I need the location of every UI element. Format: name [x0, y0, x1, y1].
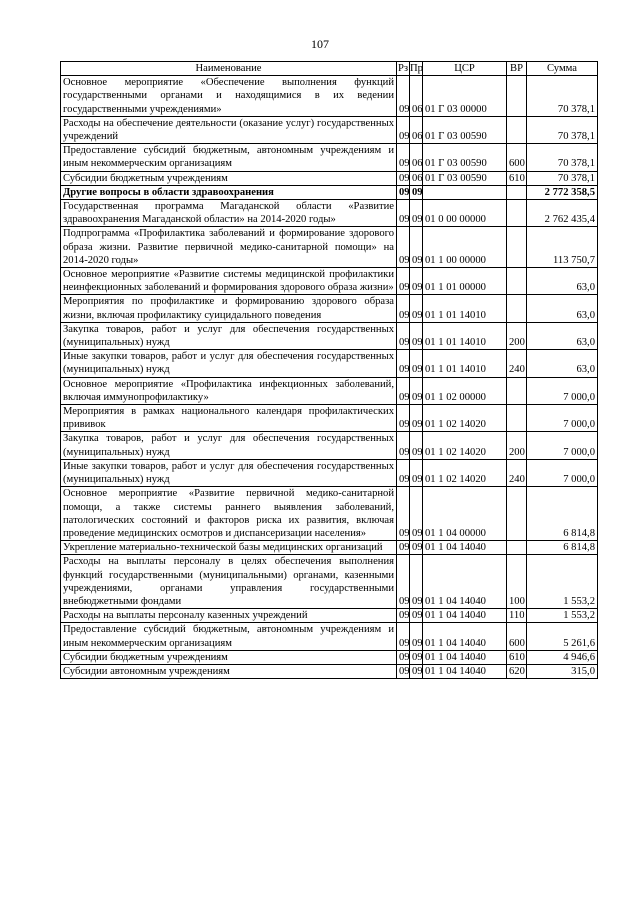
cell-vr: 200 — [507, 322, 527, 349]
cell-vr — [507, 116, 527, 143]
cell-name: Предоставление субсидий бюджетным, автономным учреждениям и иным некоммерческим организациям — [61, 623, 397, 650]
table-row — [61, 459, 598, 486]
cell-rz: 09 — [397, 268, 410, 295]
cell-csr: 01 1 04 00000 — [423, 487, 507, 541]
cell-rz: 09 — [397, 200, 410, 227]
page-number: 107 — [311, 37, 329, 51]
cell-rz: 09 — [397, 541, 410, 555]
cell-rz: 09 — [397, 144, 410, 171]
cell-sum: 63,0 — [527, 268, 598, 295]
cell-sum: 70 378,1 — [527, 144, 598, 171]
cell-rz: 09 — [397, 171, 410, 185]
cell-pr: 09 — [410, 487, 423, 541]
cell-name: Основное мероприятие «Развитие системы медицинской профилактики неинфекционных заболеваний и формирования здорового образа жизни» — [61, 268, 397, 295]
cell-csr: 01 1 04 14040 — [423, 555, 507, 609]
cell-rz: 09 — [397, 227, 410, 268]
cell-name: Мероприятия по профилактике и формированию здорового образа жизни, включая профилактику суицидального поведения — [61, 295, 397, 322]
cell-vr — [507, 487, 527, 541]
cell-csr: 01 Г 03 00000 — [423, 76, 507, 117]
cell-name: Основное мероприятие «Профилактика инфекционных заболеваний, включая иммунопрофилактику» — [61, 377, 397, 404]
cell-pr: 06 — [410, 76, 423, 117]
cell-name: Субсидии бюджетным учреждениям — [61, 171, 397, 185]
cell-csr: 01 0 00 00000 — [423, 200, 507, 227]
cell-csr: 01 1 02 14020 — [423, 405, 507, 432]
table-row — [61, 541, 598, 555]
cell-name: Государственная программа Магаданской области «Развитие здравоохранения Магаданской области» на 2014-2020 годы» — [61, 200, 397, 227]
cell-name: Другие вопросы в области здравоохранения — [61, 185, 397, 199]
cell-sum: 70 378,1 — [527, 171, 598, 185]
table-row — [61, 650, 598, 664]
cell-vr: 200 — [507, 432, 527, 459]
cell-sum: 6 814,8 — [527, 487, 598, 541]
cell-csr: 01 Г 03 00590 — [423, 171, 507, 185]
cell-sum: 1 553,2 — [527, 555, 598, 609]
cell-vr — [507, 295, 527, 322]
cell-rz: 09 — [397, 432, 410, 459]
cell-csr: 01 1 04 14040 — [423, 664, 507, 678]
cell-sum: 1 553,2 — [527, 609, 598, 623]
cell-pr: 06 — [410, 116, 423, 143]
cell-rz: 09 — [397, 664, 410, 678]
cell-rz: 09 — [397, 76, 410, 117]
header-name: Наименование — [61, 62, 397, 76]
cell-pr: 09 — [410, 295, 423, 322]
cell-csr: 01 1 02 00000 — [423, 377, 507, 404]
header-pr: Пр — [410, 63, 423, 74]
cell-vr — [507, 200, 527, 227]
cell-pr: 09 — [410, 185, 423, 199]
cell-vr: 240 — [507, 350, 527, 377]
cell-name: Расходы на обеспечение деятельности (оказание услуг) государственных учреждений — [61, 116, 397, 143]
cell-rz: 09 — [397, 459, 410, 486]
cell-name: Расходы на выплаты персоналу в целях обеспечения выполнения функций государственными (муниципальными) органами, казенными учреждениями, органами управления государственными внебюджетными фондами — [61, 555, 397, 609]
cell-csr: 01 1 02 14020 — [423, 459, 507, 486]
cell-rz: 09 — [397, 623, 410, 650]
cell-pr: 06 — [410, 171, 423, 185]
cell-vr: 240 — [507, 459, 527, 486]
cell-pr: 09 — [410, 405, 423, 432]
cell-csr: 01 Г 03 00590 — [423, 116, 507, 143]
cell-pr: 09 — [410, 227, 423, 268]
cell-pr: 06 — [410, 144, 423, 171]
budget-table — [60, 61, 598, 679]
table-row — [61, 295, 598, 322]
cell-rz: 09 — [397, 185, 410, 199]
cell-pr: 09 — [410, 650, 423, 664]
cell-rz: 09 — [397, 405, 410, 432]
cell-vr — [507, 227, 527, 268]
cell-pr: 09 — [410, 609, 423, 623]
table-row — [61, 185, 598, 199]
cell-rz: 09 — [397, 295, 410, 322]
cell-vr: 600 — [507, 623, 527, 650]
cell-pr: 09 — [410, 268, 423, 295]
cell-sum: 7 000,0 — [527, 377, 598, 404]
cell-vr: 600 — [507, 144, 527, 171]
cell-sum: 4 946,6 — [527, 650, 598, 664]
cell-sum: 7 000,0 — [527, 405, 598, 432]
cell-name: Предоставление субсидий бюджетным, автономным учреждениям и иным некоммерческим организациям — [61, 144, 397, 171]
cell-csr: 01 1 01 00000 — [423, 268, 507, 295]
table-row — [61, 116, 598, 143]
cell-name: Закупка товаров, работ и услуг для обеспечения государственных (муниципальных) нужд — [61, 432, 397, 459]
cell-pr: 09 — [410, 555, 423, 609]
cell-sum: 7 000,0 — [527, 459, 598, 486]
cell-rz: 09 — [397, 555, 410, 609]
cell-rz: 09 — [397, 650, 410, 664]
cell-sum: 70 378,1 — [527, 116, 598, 143]
table-row — [61, 664, 598, 678]
table-row — [61, 377, 598, 404]
cell-sum: 63,0 — [527, 322, 598, 349]
cell-name: Субсидии автономным учреждениям — [61, 664, 397, 678]
header-sum: Сумма — [527, 62, 598, 76]
cell-csr: 01 1 01 14010 — [423, 295, 507, 322]
cell-name: Основное мероприятие «Обеспечение выполнения функций государственными органами и находящимися в их ведении государственными учреждениями» — [61, 76, 397, 117]
cell-csr: 01 1 04 14040 — [423, 650, 507, 664]
cell-name: Подпрограмма «Профилактика заболеваний и формирование здорового образа жизни. Развитие первичной медико-санитарной помощи» на 2014-2020 годы» — [61, 227, 397, 268]
cell-vr — [507, 377, 527, 404]
cell-csr: 01 1 04 14040 — [423, 609, 507, 623]
table-row — [61, 609, 598, 623]
cell-sum: 7 000,0 — [527, 432, 598, 459]
cell-sum: 70 378,1 — [527, 76, 598, 117]
cell-vr: 610 — [507, 171, 527, 185]
table-row — [61, 405, 598, 432]
cell-name: Основное мероприятие «Развитие первичной медико-санитарной помощи, а также системы раннего выявления заболеваний, патологических состояний и факторов риска их развития, включая проведение медицинских осмотров и диспансеризации населения» — [61, 487, 397, 541]
cell-csr: 01 1 01 14010 — [423, 322, 507, 349]
cell-sum: 315,0 — [527, 664, 598, 678]
cell-rz: 09 — [397, 322, 410, 349]
table-header-row — [61, 62, 598, 76]
cell-pr: 09 — [410, 350, 423, 377]
cell-rz: 09 — [397, 609, 410, 623]
cell-vr: 610 — [507, 650, 527, 664]
cell-name: Мероприятия в рамках национального календаря профилактических прививок — [61, 405, 397, 432]
cell-csr: 01 Г 03 00590 — [423, 144, 507, 171]
cell-pr: 09 — [410, 377, 423, 404]
table-row — [61, 350, 598, 377]
cell-pr: 09 — [410, 322, 423, 349]
cell-vr — [507, 541, 527, 555]
cell-name: Иные закупки товаров, работ и услуг для обеспечения государственных (муниципальных) нужд — [61, 459, 397, 486]
cell-csr: 01 1 02 14020 — [423, 432, 507, 459]
table-row — [61, 76, 598, 117]
cell-vr: 620 — [507, 664, 527, 678]
cell-rz: 09 — [397, 377, 410, 404]
cell-vr: 100 — [507, 555, 527, 609]
table-row — [61, 268, 598, 295]
table-row — [61, 487, 598, 541]
cell-sum: 63,0 — [527, 350, 598, 377]
table-row — [61, 200, 598, 227]
cell-vr — [507, 185, 527, 199]
cell-vr — [507, 405, 527, 432]
cell-pr: 09 — [410, 623, 423, 650]
cell-sum: 63,0 — [527, 295, 598, 322]
cell-name: Иные закупки товаров, работ и услуг для обеспечения государственных (муниципальных) нужд — [61, 350, 397, 377]
cell-sum: 2 772 358,5 — [527, 185, 598, 199]
cell-sum: 6 814,8 — [527, 541, 598, 555]
cell-rz: 09 — [397, 487, 410, 541]
cell-pr: 09 — [410, 541, 423, 555]
header-vr: ВР — [507, 62, 527, 76]
cell-name: Закупка товаров, работ и услуг для обеспечения государственных (муниципальных) нужд — [61, 322, 397, 349]
cell-csr: 01 1 00 00000 — [423, 227, 507, 268]
cell-vr — [507, 268, 527, 295]
cell-sum: 2 762 435,4 — [527, 200, 598, 227]
cell-pr: 09 — [410, 432, 423, 459]
cell-csr: 01 1 04 14040 — [423, 623, 507, 650]
cell-csr: 01 1 04 14040 — [423, 541, 507, 555]
cell-csr — [423, 185, 507, 199]
table-row — [61, 227, 598, 268]
cell-pr: 09 — [410, 459, 423, 486]
cell-vr — [507, 76, 527, 117]
cell-rz: 09 — [397, 116, 410, 143]
table-row — [61, 144, 598, 171]
header-csr: ЦСР — [423, 62, 507, 76]
table-row — [61, 623, 598, 650]
table-row — [61, 432, 598, 459]
table-row — [61, 322, 598, 349]
cell-name: Субсидии бюджетным учреждениям — [61, 650, 397, 664]
cell-vr: 110 — [507, 609, 527, 623]
cell-sum: 113 750,7 — [527, 227, 598, 268]
header-rz: Рз — [397, 63, 409, 74]
cell-name: Расходы на выплаты персоналу казенных учреждений — [61, 609, 397, 623]
table-row — [61, 171, 598, 185]
table-body — [61, 76, 598, 679]
cell-sum: 5 261,6 — [527, 623, 598, 650]
cell-name: Укрепление материально-технической базы медицинских организаций — [61, 541, 397, 555]
cell-csr: 01 1 01 14010 — [423, 350, 507, 377]
cell-pr: 09 — [410, 664, 423, 678]
cell-rz: 09 — [397, 350, 410, 377]
cell-pr: 09 — [410, 200, 423, 227]
table-row — [61, 555, 598, 609]
